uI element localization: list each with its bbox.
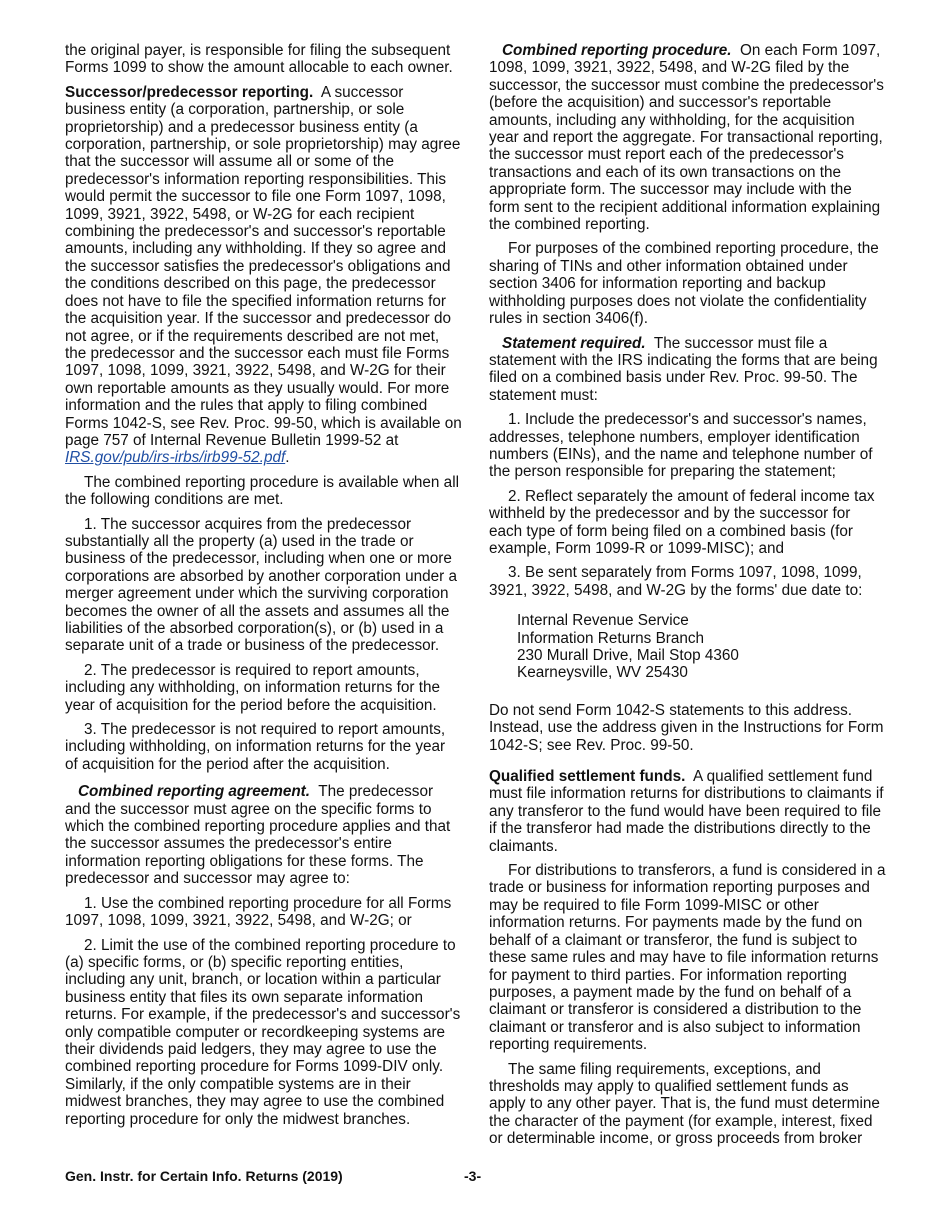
agreement-item-1: 1. Use the combined reporting procedure for all Forms 1097, 1098, 1099, 3921, 3922, 5498, and W-2G; or	[65, 894, 452, 930]
tins-paragraph: For purposes of the combined reporting procedure, the sharing of TINs and other information obtained under section 3406 for information reporting and backup withholding purposes does not violate the confidentiality rules in section 3406(f).	[489, 240, 879, 328]
page-number: -3-	[464, 1168, 482, 1184]
qsf-section	[489, 768, 886, 855]
section-body: A successor business entity (a corporation, partnership, or sole proprietorship) and a predecessor business entity (a corporation, partnership, or sole proprietorship) may agree that the successor will assume all or some of the predecessor's information reporting responsibilities. This would permit the successor to file one Form 1097, 1098, 1099, 3921, 3922, 5498, or W-2G for each recipient combining the predecessor's and successor's reportable amounts, including any withholding. If they so agree and the successor satisfies the predecessor's obligations and the conditions described on this page, the predecessor does not have to file the specified information returns for the acquisition year. If the successor and predecessor do not agree, or if the requirements described are not met, the predecessor and the successor each must file Forms 1097, 1098, 1099, 3921, 3922, 5498, and W-2G for their own reportable amounts as they usually would. For more information and the rules that apply to filing combined Forms 1042-S, see Rev. Proc. 99-50, which is available on page 757 of Internal Revenue Bulletin 1999-52 at	[65, 83, 462, 449]
address-line: Information Returns Branch	[517, 629, 705, 647]
right-column	[489, 42, 886, 1155]
successor-predecessor-section	[65, 84, 462, 467]
irb-link[interactable]: IRS.gov/pub/irs-irbs/irb99-52.pdf	[65, 449, 286, 467]
condition-item-1: 1. The successor acquires from the predecessor substantially all the property (a) used in the trade or business of the predecessor, including when one or more corporations are absorbed by another corporation under a merger agreement under which the surviving corporation becomes the owner of all the assets and assumes all the liabilities of the absorbed corporation(s), or (b) used in a separate unit of a trade or business of the predecessor.	[65, 515, 458, 655]
subsection-body: The predecessor and the successor must agree on the specific forms to which the combined reporting procedure applies and that the successor assumes the predecessor's entire information reporting obligations for these forms. The predecessor and successor may agree to:	[65, 783, 451, 888]
no-send-paragraph: Do not send Form 1042-S statements to this address. Instead, use the address given in the Instructions for Form 1042-S; see Rev. Proc. 99-50.	[489, 701, 884, 754]
subsection-heading: Combined reporting agreement.	[78, 783, 311, 801]
subsection-heading: Statement required.	[502, 334, 646, 352]
statement-item-1: 1. Include the predecessor's and successor's names, addresses, telephone numbers, employer identification numbers (EINs), and the name and telephone number of the person responsible for preparing the statement;	[489, 411, 873, 481]
irs-mailing-address	[517, 612, 886, 682]
distributions-paragraph: For distributions to transferors, a fund is considered in a trade or business for information reporting purposes and may be required to file Form 1099-MISC or other information returns. For payments made by the fund on behalf of a claimant or transferor, the fund is subject to these same rules and may have to file information returns for payment to third parties. For information reporting purposes, a payment made by the fund on behalf of a claimant or transferor is considered a distribution to the claimant or transferor and is also subject to information reporting requirements.	[489, 862, 886, 1054]
left-column	[65, 42, 462, 1135]
statement-section	[489, 335, 886, 405]
address-line: 230 Murall Drive, Mail Stop 4360	[517, 647, 739, 664]
statement-item-2: 2. Reflect separately the amount of federal income tax withheld by the predecessor and by the successor for each type of form being filed on a combined basis (for example, Form 1099-R or 1099-MISC); and	[489, 487, 875, 557]
condition-item-2: 2. The predecessor is required to report amounts, including any withholding, on information returns for the year of acquisition for the period before the acquisition.	[65, 661, 440, 714]
subsection-body: On each Form 1097, 1098, 1099, 3921, 3922, 5498, and W-2G filed by the successor, the successor must combine the predecessor's (before the acquisition) and successor's reportable amounts, including any withholding, for the acquisition year and report the aggregate. For transactional reporting, the successor must report each of the predecessor's transactions and each of its own transactions on the appropriate form. The successor may include with the form sent to the recipient additional information explaining the combined reporting.	[489, 42, 884, 234]
availability-paragraph: The combined reporting procedure is available when all the following conditions are met.	[65, 473, 459, 509]
agreement-item-2: 2. Limit the use of the combined reporting procedure to (a) specific forms, or (b) specific reporting entities, including any unit, branch, or location within a particular business entity that files its own separate information returns. For example, if the predecessor's and successor's only compatible computer or recordkeeping systems are their dividends paid ledgers, they may agree to use the combined reporting procedure for Forms 1099-DIV only. Similarly, if the only compatible systems are in their midwest branches, they may agree to use the combined reporting procedure for only the midwest branches.	[65, 936, 461, 1128]
address-line: Kearneysville, WV 25430	[517, 664, 688, 682]
agreement-section	[65, 783, 462, 887]
sentence-end: .	[285, 449, 290, 467]
condition-item-3: 3. The predecessor is not required to report amounts, including withholding, on information returns for the year of acquisition for the period after the acquisition.	[65, 721, 446, 773]
subsection-body: The successor must file a statement with the IRS indicating the forms that are being filed on a combined basis under Rev. Proc. 99-50. The statement must:	[489, 334, 878, 404]
section-body: A qualified settlement fund must file information returns for distributions to claimants if any transferor to the fund would have been required to file if the transferor had made the distributions directly to the claimants.	[489, 768, 884, 855]
filing-requirements-paragraph: The same filing requirements, exceptions, and thresholds may apply to qualified settlement funds as apply to any other payer. That is, the fund must determine the character of the payment (for example, interest, fixed or determinable income, or gross proceeds from broker	[489, 1060, 880, 1148]
section-heading: Qualified settlement funds.	[489, 768, 686, 786]
footer-title: Gen. Instr. for Certain Info. Returns (2019)	[65, 1168, 343, 1184]
subsection-heading: Combined reporting procedure.	[502, 42, 732, 59]
continued-paragraph: the original payer, is responsible for filing the subsequent Forms 1099 to show the amount allocable to each owner.	[65, 42, 453, 77]
statement-item-3: 3. Be sent separately from Forms 1097, 1098, 1099, 3921, 3922, 5498, and W-2G by the forms' due date to:	[489, 564, 863, 599]
address-line: Internal Revenue Service	[517, 612, 689, 630]
section-heading: Successor/predecessor reporting.	[65, 83, 314, 101]
procedure-section	[489, 42, 886, 233]
